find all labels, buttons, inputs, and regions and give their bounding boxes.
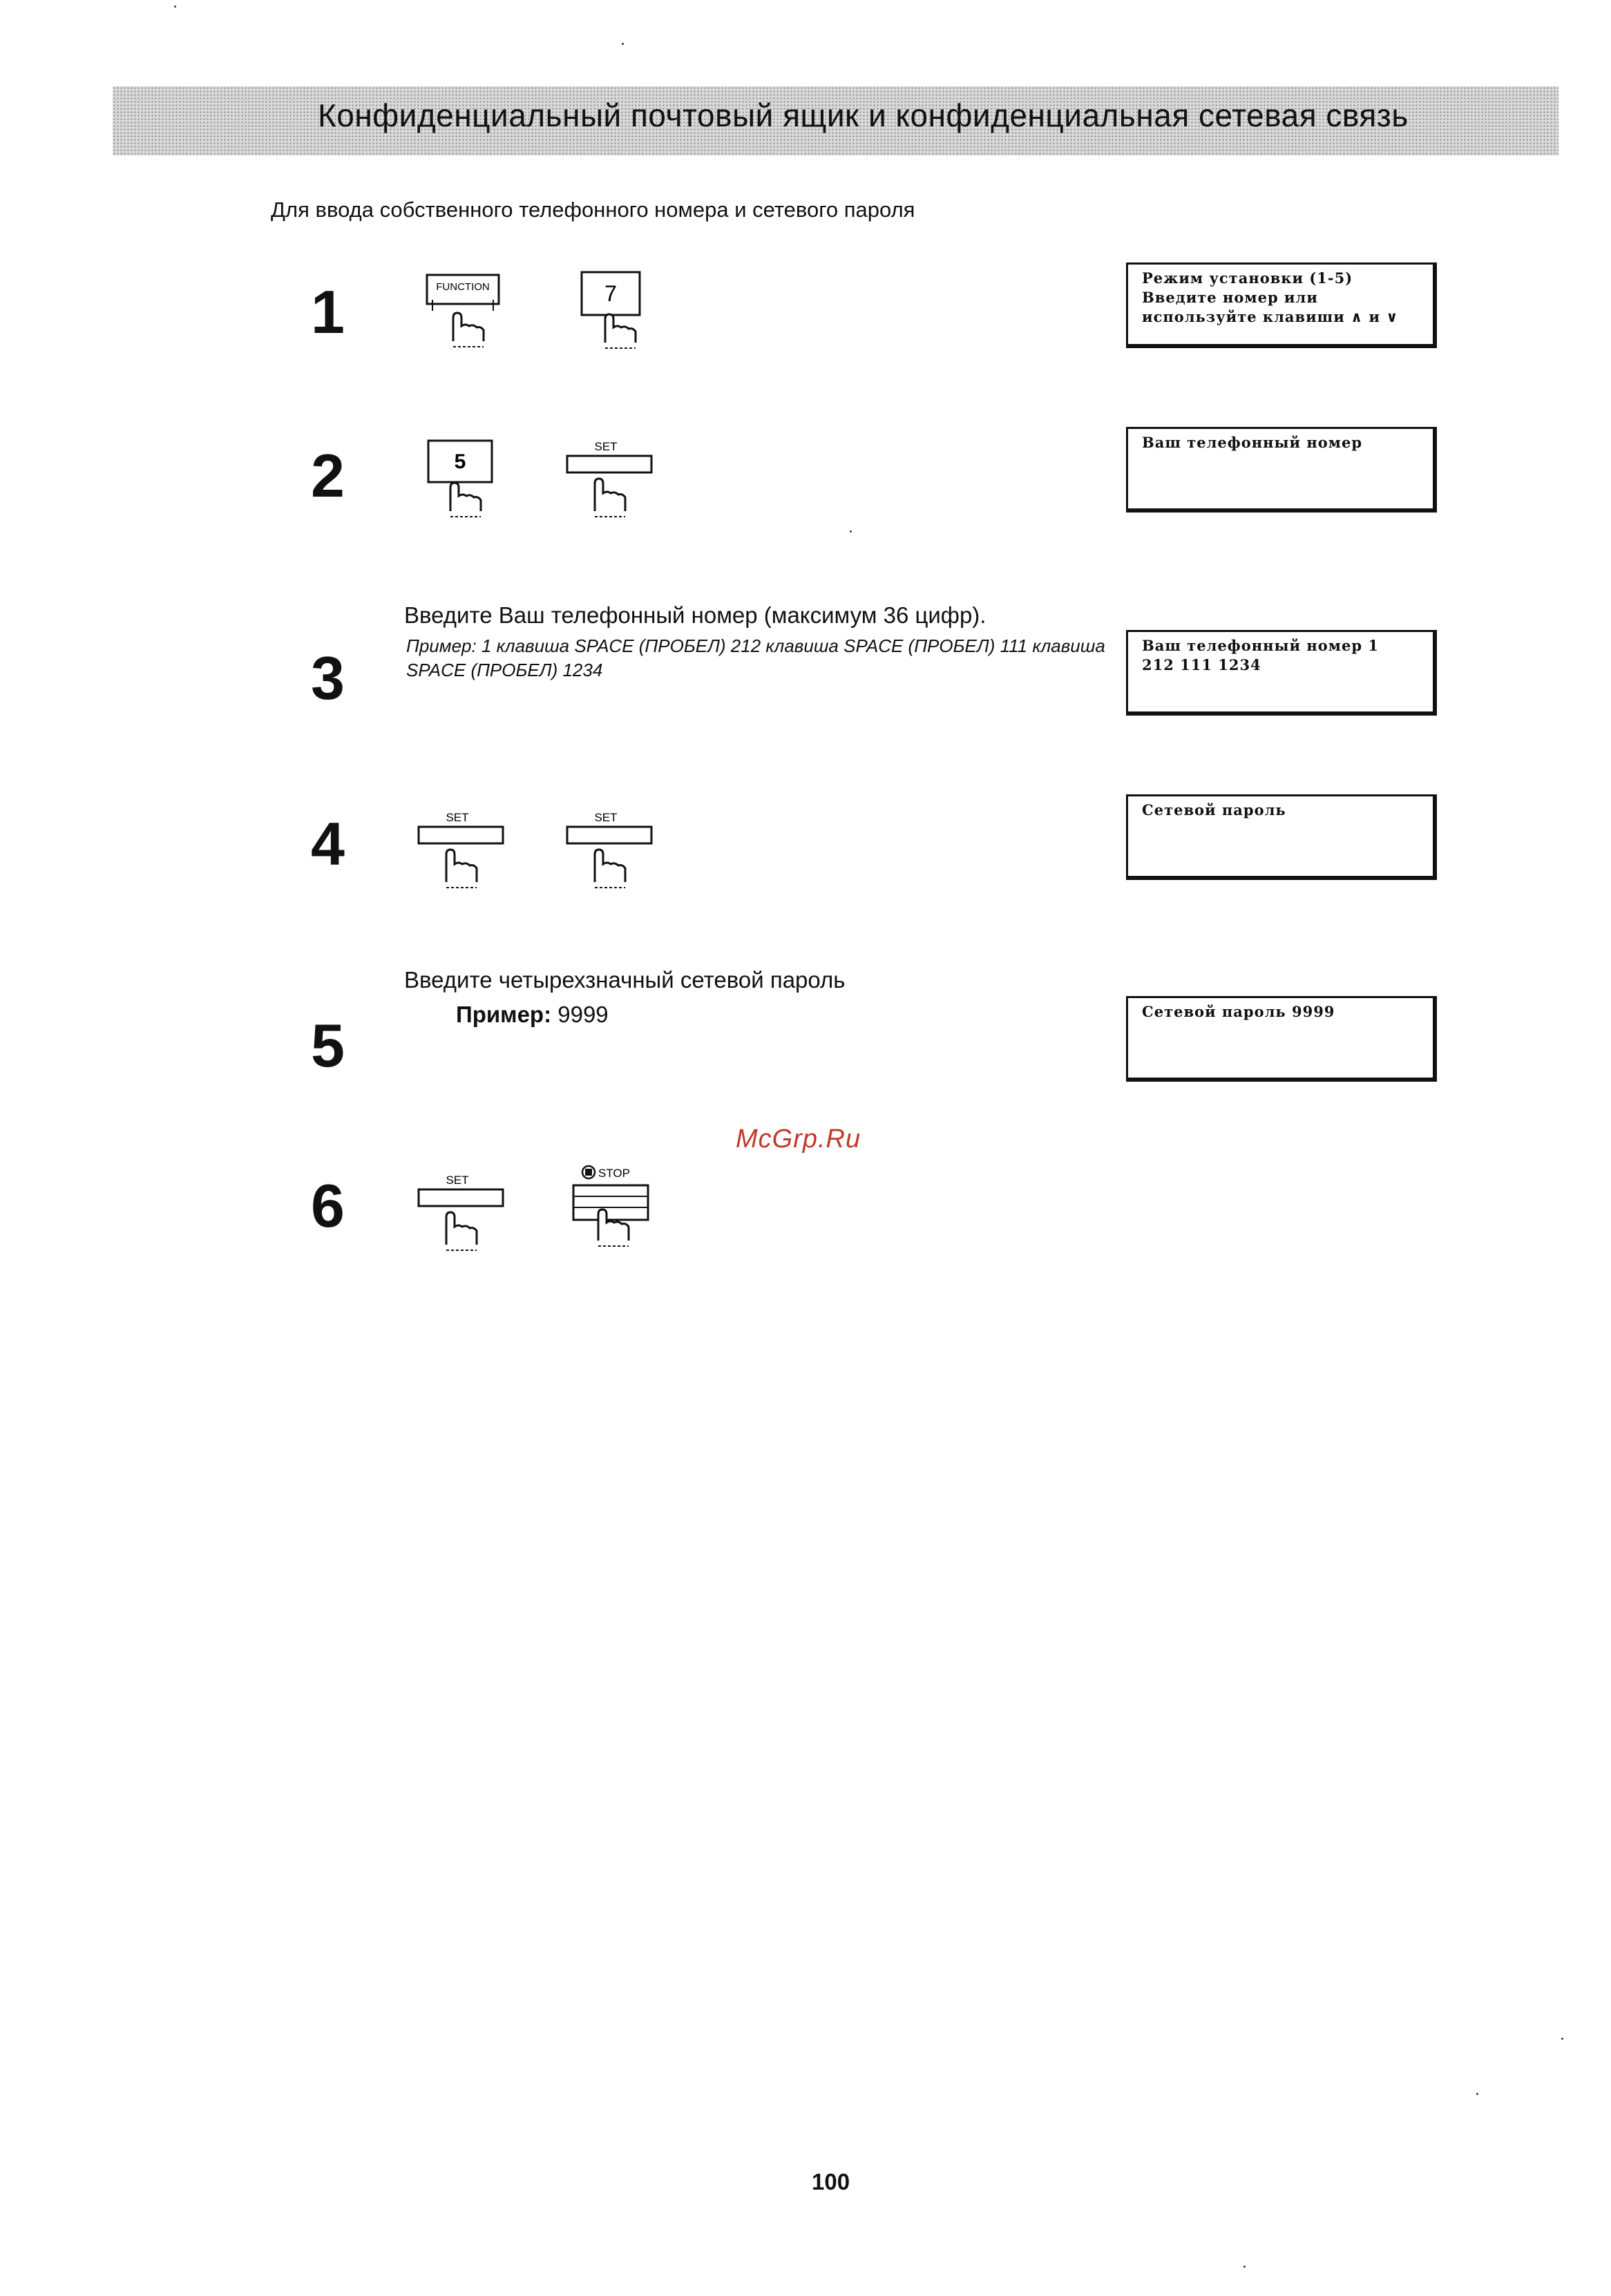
set-key-label: SET <box>446 1174 469 1187</box>
subtitle: Для ввода собственного телефонного номера и сетевого пароля <box>271 198 915 222</box>
function-key-press-icon <box>423 269 509 352</box>
set-key-label: SET <box>446 811 469 824</box>
page-title: Конфиденциальный почтовый ящик и конфиденциальная сетевая связь <box>318 97 1409 133</box>
step-5-example-value: 9999 <box>557 1002 609 1027</box>
stop-key-label: STOP <box>598 1167 630 1180</box>
step-number-1: 1 <box>311 278 345 346</box>
stop-key-press-icon <box>568 1160 658 1250</box>
scan-speck <box>1561 2038 1563 2040</box>
lcd-display-step-3: Ваш телефонный номер 1 212 111 1234 <box>1126 630 1437 716</box>
scan-speck <box>1243 2266 1246 2268</box>
scan-speck <box>174 6 176 8</box>
step-3-example: Пример: 1 клавиша SPACE (ПРОБЕЛ) 212 клавиша SPACE (ПРОБЕЛ) 111 клавиша SPACE (ПРОБЕЛ) 1234 <box>406 635 1105 680</box>
lcd-display-step-1: Режим установки (1-5) Введите номер или используйте клавиши ∧ и ∨ <box>1126 262 1437 348</box>
step-number-2: 2 <box>311 441 345 510</box>
seven-key-label: 7 <box>604 281 617 306</box>
set-key-label: SET <box>594 440 618 453</box>
step-number-5: 5 <box>311 1011 345 1080</box>
step-5-instruction: Введите четырехзначный сетевой пароль <box>404 967 846 993</box>
seven-key-press-icon <box>572 267 648 352</box>
set-key-press-icon <box>414 1167 511 1256</box>
step-number-4: 4 <box>311 810 345 878</box>
step-number-3: 3 <box>311 644 345 712</box>
set-key-press-icon <box>414 805 511 893</box>
watermark: McGrp.Ru <box>736 1125 861 1154</box>
scan-speck <box>850 530 852 533</box>
set-key-label: SET <box>594 811 618 824</box>
set-key-press-icon <box>563 805 660 893</box>
scan-speck <box>622 43 624 45</box>
step-5-example <box>456 1002 609 1028</box>
step-3-instruction: Введите Ваш телефонный номер (максимум 36 цифр). <box>404 602 986 628</box>
step-5-example-label: Пример: <box>456 1002 552 1027</box>
scan-speck <box>1476 2093 1478 2095</box>
five-key-label: 5 <box>454 450 466 473</box>
page-number: 100 <box>812 2169 850 2194</box>
lcd-display-step-5: Сетевой пароль 9999 <box>1126 996 1437 1082</box>
lcd-display-step-2: Ваш телефонный номер <box>1126 427 1437 513</box>
step-number-6: 6 <box>311 1171 345 1240</box>
set-key-press-icon <box>563 434 660 522</box>
five-key-press-icon <box>420 435 503 521</box>
lcd-display-step-4: Сетевой пароль <box>1126 794 1437 880</box>
function-key-label: FUNCTION <box>436 281 490 293</box>
